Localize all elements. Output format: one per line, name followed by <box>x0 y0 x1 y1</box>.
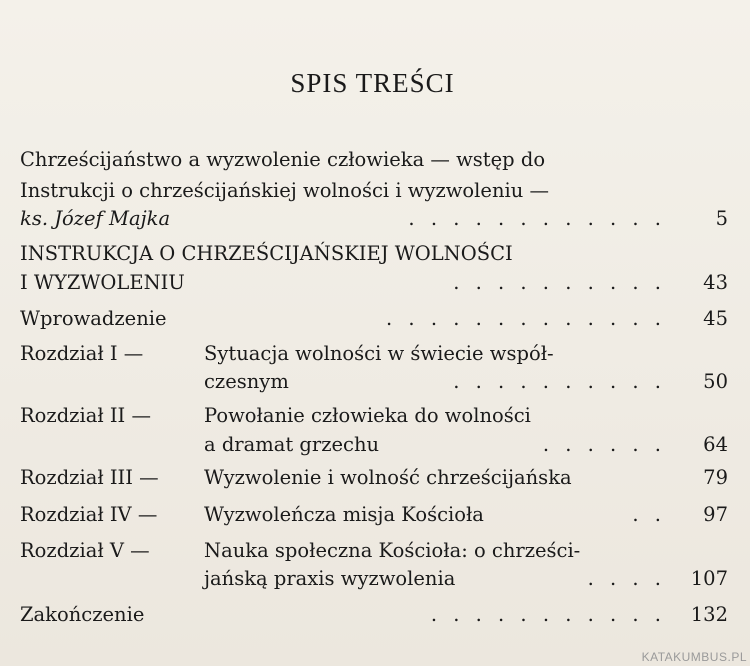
toc-entry-intro-line-1 <box>20 145 728 175</box>
toc-chapter-label: Rozdział V — <box>20 539 150 562</box>
toc-chapter-label: Rozdział IV — <box>20 503 158 526</box>
toc-entry-rozdzial-2-line-1 <box>20 401 728 431</box>
toc-page-number: 132 <box>690 603 728 626</box>
toc-entry-instrukcja-line-2 <box>20 268 728 298</box>
toc-entry-text: czesnym <box>204 370 289 393</box>
toc-entry-text: jańską praxis wyzwolenia <box>204 567 456 590</box>
toc-entry-text: Nauka społeczna Kościoła: o chrześci- <box>204 539 581 562</box>
toc-entry-instrukcja-line-1 <box>20 239 728 269</box>
dot-leader: . . . . . . <box>542 433 666 456</box>
dot-leader: . . . . . . . . . . <box>453 271 666 294</box>
toc-page-number: 5 <box>715 207 728 230</box>
dot-leader: . . . . . . . . . . <box>453 370 666 393</box>
toc-entry-text: Zakończenie <box>20 603 145 626</box>
toc-entry-text: I WYZWOLENIU <box>20 271 185 294</box>
toc-entry-rozdzial-1-line-2 <box>20 367 728 397</box>
toc-page-number: 64 <box>703 433 728 456</box>
dot-leader: . . . . <box>587 567 666 590</box>
toc-page-number: 43 <box>703 271 728 294</box>
toc-page-number: 50 <box>703 370 728 393</box>
toc-entry-text: Wprowadzenie <box>20 307 167 330</box>
toc-entry-zakonczenie <box>20 600 728 630</box>
dot-leader: . . . . . . . . . . . . <box>408 207 666 230</box>
dot-leader: . . . . . . . . . . . . . <box>386 307 666 330</box>
toc-entry-rozdzial-2-line-2 <box>20 430 728 460</box>
toc-entry-text: Chrześcijaństwo a wyzwolenie człowieka — wstęp do <box>20 148 546 171</box>
toc-entry-wprowadzenie <box>20 304 728 334</box>
dot-leader: . . <box>632 503 666 526</box>
toc-entry-intro-line-3 <box>20 204 728 234</box>
toc-entry-rozdzial-5-line-1 <box>20 536 728 566</box>
toc-entry-text: Powołanie człowieka do wolności <box>204 404 531 427</box>
toc-entry-intro-line-2 <box>20 176 728 206</box>
toc-entry-author: ks. Józef Majka <box>20 207 171 230</box>
toc-entry-rozdzial-4 <box>20 500 728 530</box>
toc-chapter-label: Rozdział III — <box>20 466 159 489</box>
toc-page-number: 97 <box>703 503 728 526</box>
toc-chapter-label: Rozdział I — <box>20 342 144 365</box>
toc-page-number: 107 <box>690 567 728 590</box>
toc-entry-text: a dramat grzechu <box>204 433 380 456</box>
watermark: KATAKUMBUS.PL <box>641 650 747 664</box>
toc-entry-text: Instrukcji o chrześcijańskiej wolności i wyzwoleniu — <box>20 179 550 202</box>
toc-entry-text: INSTRUKCJA O CHRZEŚCIJAŃSKIEJ WOLNOŚCI <box>20 242 513 265</box>
toc-page-number: 79 <box>703 466 728 489</box>
toc-entry-text: Wyzwoleńcza misja Kościoła <box>204 503 484 526</box>
toc-entry-rozdzial-5-line-2 <box>20 564 728 594</box>
toc-entry-text: Sytuacja wolności w świecie współ- <box>204 342 554 365</box>
toc-entry-rozdzial-1-line-1 <box>20 339 728 369</box>
toc-entry-rozdzial-3 <box>20 463 728 493</box>
dot-leader: . . . . . . . . . . . <box>430 603 666 626</box>
page-title: SPIS TREŚCI <box>290 68 455 98</box>
toc-entry-text: Wyzwolenie i wolność chrześcijańska <box>204 466 572 489</box>
toc-chapter-label: Rozdział II — <box>20 404 151 427</box>
toc-page-number: 45 <box>703 307 728 330</box>
